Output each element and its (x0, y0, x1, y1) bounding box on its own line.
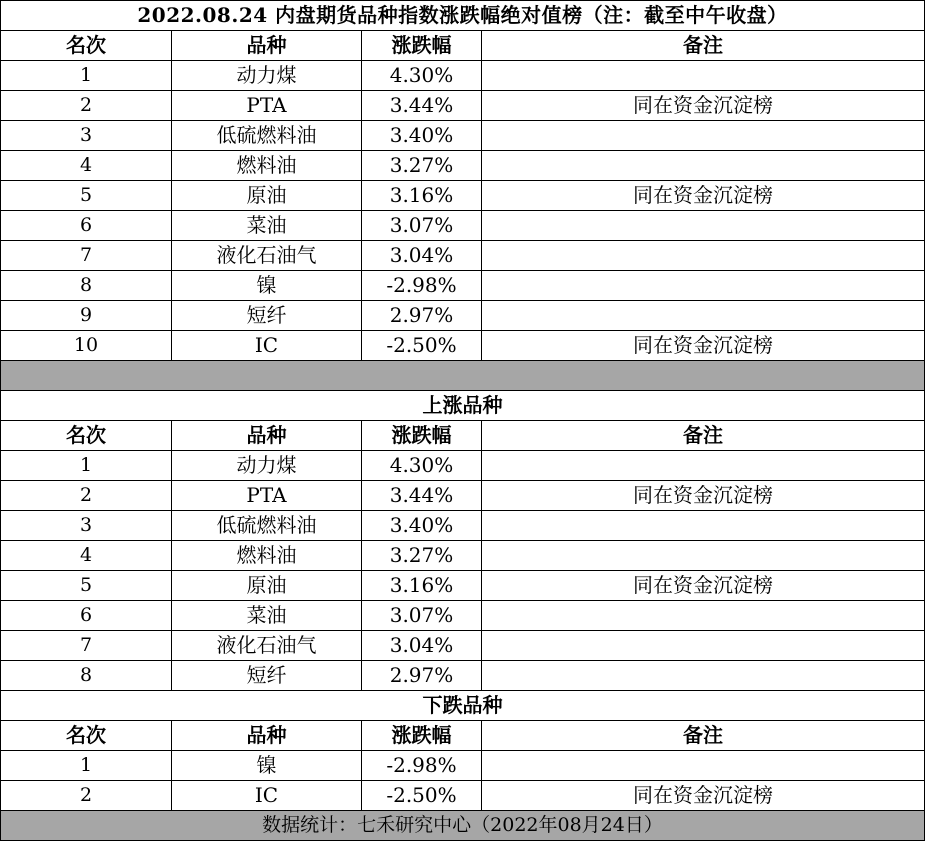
rank-cell: 6 (1, 601, 172, 630)
table-row (1, 661, 924, 691)
change-cell: 3.07% (362, 601, 482, 630)
change-cell: 3.44% (362, 91, 482, 120)
fall-section-title: 下跌品种 (422, 693, 503, 717)
variety-cell: 菜油 (172, 601, 362, 630)
change-cell: 3.04% (362, 241, 482, 270)
change-cell: 3.40% (362, 511, 482, 540)
table-row (1, 331, 924, 361)
rank-cell: 4 (1, 151, 172, 180)
note-cell: 同在资金沉淀榜 (633, 483, 773, 507)
table-row (1, 271, 924, 301)
note-cell (482, 61, 924, 90)
variety-cell: 动力煤 (172, 451, 362, 480)
change-cell: -2.98% (362, 751, 482, 780)
change-cell: 3.04% (362, 631, 482, 660)
table-row (1, 451, 924, 481)
variety-cell: IC (172, 331, 362, 360)
note-cell: 同在资金沉淀榜 (633, 93, 773, 117)
rank-cell: 7 (1, 631, 172, 660)
rank-cell: 1 (1, 61, 172, 90)
header-rank: 名次 (1, 721, 172, 750)
rise-section-title: 上涨品种 (422, 393, 503, 417)
note-cell (482, 271, 924, 300)
change-cell: 2.97% (362, 301, 482, 330)
table-row (1, 121, 924, 151)
note-cell (482, 601, 924, 630)
header-note: 备注 (683, 723, 723, 747)
table-row (1, 211, 924, 241)
header-note: 备注 (683, 33, 723, 57)
header-variety: 品种 (172, 721, 362, 750)
header-rank: 名次 (1, 31, 172, 60)
change-cell: 3.16% (362, 571, 482, 600)
table-row (1, 181, 924, 211)
table-row (1, 241, 924, 271)
rank-cell: 10 (1, 331, 172, 360)
table-row (1, 601, 924, 631)
change-cell: 3.40% (362, 121, 482, 150)
table-row (1, 481, 924, 511)
note-cell (482, 631, 924, 660)
variety-cell: 低硫燃料油 (172, 121, 362, 150)
note-cell: 同在资金沉淀榜 (633, 183, 773, 207)
change-cell: 4.30% (362, 61, 482, 90)
fall-section-title-row (1, 691, 924, 721)
change-cell: 3.44% (362, 481, 482, 510)
note-cell (482, 661, 924, 690)
note-cell: 同在资金沉淀榜 (633, 333, 773, 357)
header-rank: 名次 (1, 421, 172, 450)
separator-band (1, 361, 924, 391)
variety-cell: IC (172, 781, 362, 810)
rank-cell: 6 (1, 211, 172, 240)
table-row (1, 631, 924, 661)
note-cell (482, 241, 924, 270)
variety-cell: 镍 (172, 751, 362, 780)
rank-cell: 9 (1, 301, 172, 330)
change-cell: 3.07% (362, 211, 482, 240)
note-cell (482, 151, 924, 180)
note-cell: 同在资金沉淀榜 (633, 783, 773, 807)
table-row (1, 541, 924, 571)
variety-cell: 原油 (172, 181, 362, 210)
variety-cell: 原油 (172, 571, 362, 600)
data-source-footer: 数据统计：七禾研究中心（2022年08月24日） (262, 814, 663, 836)
table-row (1, 781, 924, 811)
rank-cell: 5 (1, 571, 172, 600)
variety-cell: 镍 (172, 271, 362, 300)
table-title: 2022.08.24 内盘期货品种指数涨跌幅绝对值榜（注：截至中午收盘） (137, 3, 788, 27)
variety-cell: PTA (172, 91, 362, 120)
variety-cell: 液化石油气 (172, 631, 362, 660)
note-cell (482, 301, 924, 330)
change-cell: -2.50% (362, 781, 482, 810)
rank-cell: 8 (1, 271, 172, 300)
change-cell: 2.97% (362, 661, 482, 690)
change-cell: -2.98% (362, 271, 482, 300)
note-cell: 同在资金沉淀榜 (633, 573, 773, 597)
table-row (1, 751, 924, 781)
rank-cell: 5 (1, 181, 172, 210)
table-row (1, 301, 924, 331)
rise-section-title-row (1, 391, 924, 421)
note-cell (482, 541, 924, 570)
rank-cell: 1 (1, 751, 172, 780)
note-cell (482, 751, 924, 780)
variety-cell: 液化石油气 (172, 241, 362, 270)
header-variety: 品种 (172, 31, 362, 60)
table-row (1, 151, 924, 181)
change-cell: 3.27% (362, 151, 482, 180)
variety-cell: 燃料油 (172, 151, 362, 180)
header-change: 涨跌幅 (362, 421, 482, 450)
table-row (1, 91, 924, 121)
rank-cell: 2 (1, 481, 172, 510)
variety-cell: 燃料油 (172, 541, 362, 570)
table-title-row (1, 1, 924, 31)
rank-cell: 4 (1, 541, 172, 570)
variety-cell: PTA (172, 481, 362, 510)
table-row (1, 571, 924, 601)
note-cell (482, 211, 924, 240)
note-cell (482, 451, 924, 480)
footer-row (1, 811, 924, 840)
variety-cell: 短纤 (172, 301, 362, 330)
table-row (1, 511, 924, 541)
change-cell: 3.27% (362, 541, 482, 570)
header-note: 备注 (683, 423, 723, 447)
rank-cell: 3 (1, 511, 172, 540)
rank-cell: 1 (1, 451, 172, 480)
rank-cell: 3 (1, 121, 172, 150)
header-change: 涨跌幅 (362, 721, 482, 750)
rank-cell: 2 (1, 91, 172, 120)
header-change: 涨跌幅 (362, 31, 482, 60)
change-cell: 3.16% (362, 181, 482, 210)
note-cell (482, 511, 924, 540)
header-variety: 品种 (172, 421, 362, 450)
rank-cell: 7 (1, 241, 172, 270)
variety-cell: 动力煤 (172, 61, 362, 90)
rank-cell: 8 (1, 661, 172, 690)
variety-cell: 低硫燃料油 (172, 511, 362, 540)
rank-cell: 2 (1, 781, 172, 810)
table-row (1, 61, 924, 91)
change-cell: 4.30% (362, 451, 482, 480)
header-row-all (1, 31, 924, 61)
note-cell (482, 121, 924, 150)
change-cell: -2.50% (362, 331, 482, 360)
header-row-fall (1, 721, 924, 751)
variety-cell: 菜油 (172, 211, 362, 240)
header-row-rise (1, 421, 924, 451)
variety-cell: 短纤 (172, 661, 362, 690)
